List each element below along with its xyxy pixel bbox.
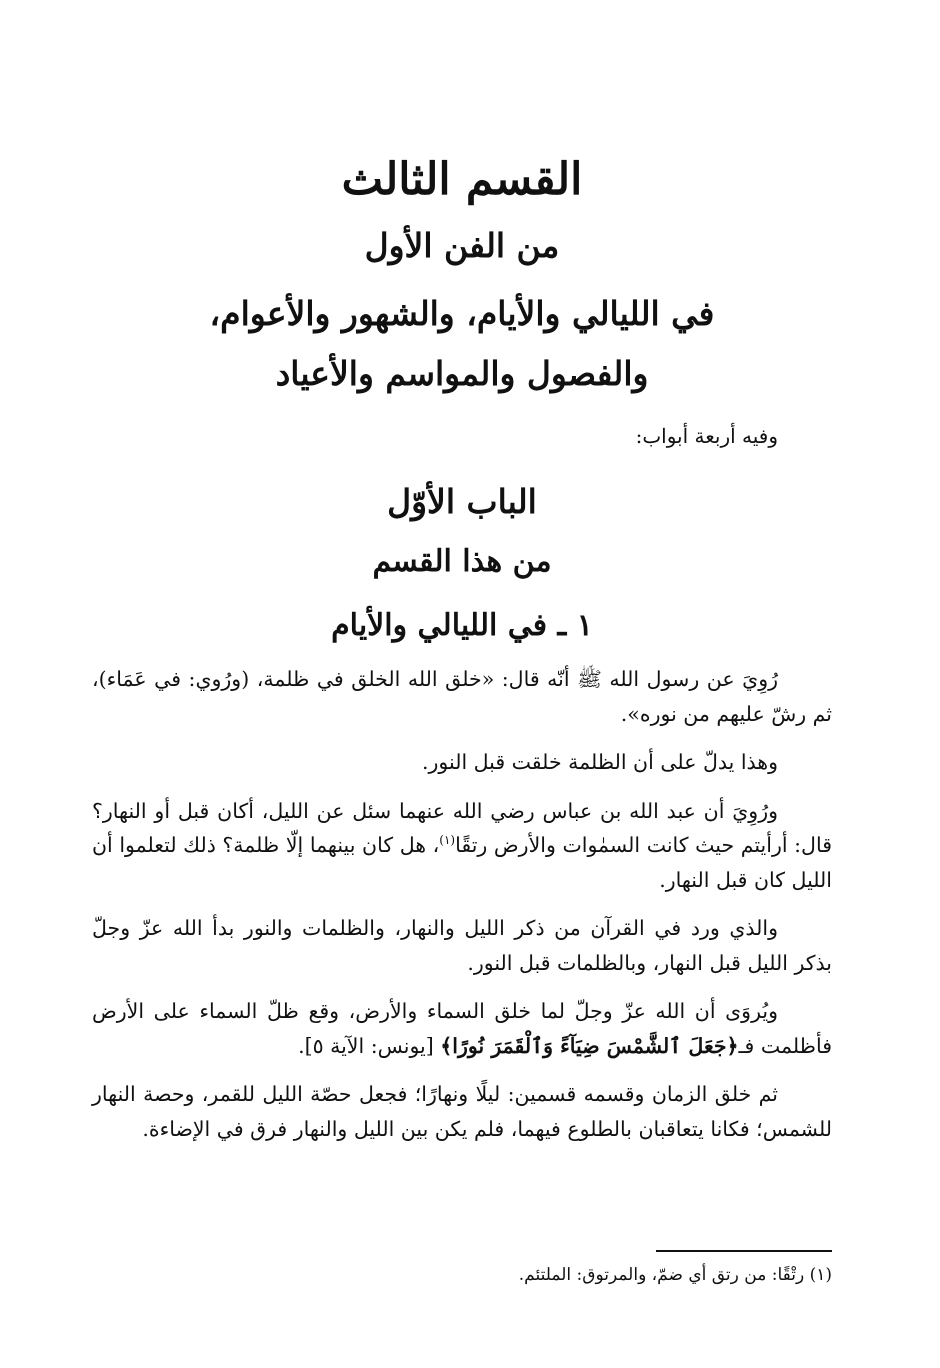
paragraph [92,994,832,1063]
topic-line-2: والفصول والمواسم والأعياد [275,354,649,393]
paragraph-text: ورُوِيَ أن عبد الله بن عباس رضي الله عنهما سئل عن الليل، أكان قبل أو النهار؟ قال: أرأيتم حيث كانت السمٰوات والأرض رتقًا [92,798,832,857]
paragraph: رُوِيَ عن رسول الله ﷺ أنّه قال: «خلق الله الخلق في ظلمة، (ورُوي: في عَمَاء)، ثم رشّ عليهم من نوره». [92,667,832,726]
part-title: القسم الثالث [341,154,583,205]
chapter-title: الباب الأوّل [387,482,537,521]
chapter-subtitle: من هذا القسم [372,544,552,579]
footnote-reference[interactable]: (١) [439,833,456,848]
section-title: ١ ـ في الليالي والأيام [331,608,593,643]
footnote-divider [656,1250,832,1252]
book-page [92,0,832,1368]
footnote: (١) رتْقًا: من رتق أي ضمّ، والمرتوق: الملتئم. [518,1265,832,1285]
verse-citation: [يونس: الآية ٥]. [298,1033,441,1058]
paragraph [92,794,832,898]
intro-line: وفيه أربعة أبواب: [635,424,778,448]
paragraph-text: ، هل كان بينهما إلّا ظلمة؟ ذلك لتعلموا أن الليل كان قبل النهار. [92,833,832,892]
topic-line-1: في الليالي والأيام، والشهور والأعوام، [209,294,715,333]
body-text [92,662,832,1160]
paragraph: وهذا يدلّ على أن الظلمة خلقت قبل النور. [422,750,778,774]
paragraph: والذي ورد في القرآن من ذكر الليل والنهار، والظلمات والنور بدأ الله عزّ وجلّ بذكر الليل قبل النهار، وبالظلمات قبل النور. [92,916,832,975]
quran-verse: ﴿جَعَلَ ٱلشَّمْسَ ضِيَآءً وَٱلْقَمَرَ نُورًا﴾ [440,1033,739,1058]
paragraph-text: ويُروَى أن الله عزّ وجلّ لما خلق السماء والأرض، وقع ظلّ السماء على الأرض فأظلمت فـ [92,999,832,1058]
part-subtitle: من الفن الأول [364,226,560,265]
paragraph: ثم خلق الزمان وقسمه قسمين: ليلًا ونهارًا؛ فجعل حصّة الليل للقمر، وحصة النهار للشمس؛ فكانا يتعاقبان بالطلوع فيهما، فلم يكن بين الليل والنهار فرق في الإضاءة. [92,1082,832,1141]
